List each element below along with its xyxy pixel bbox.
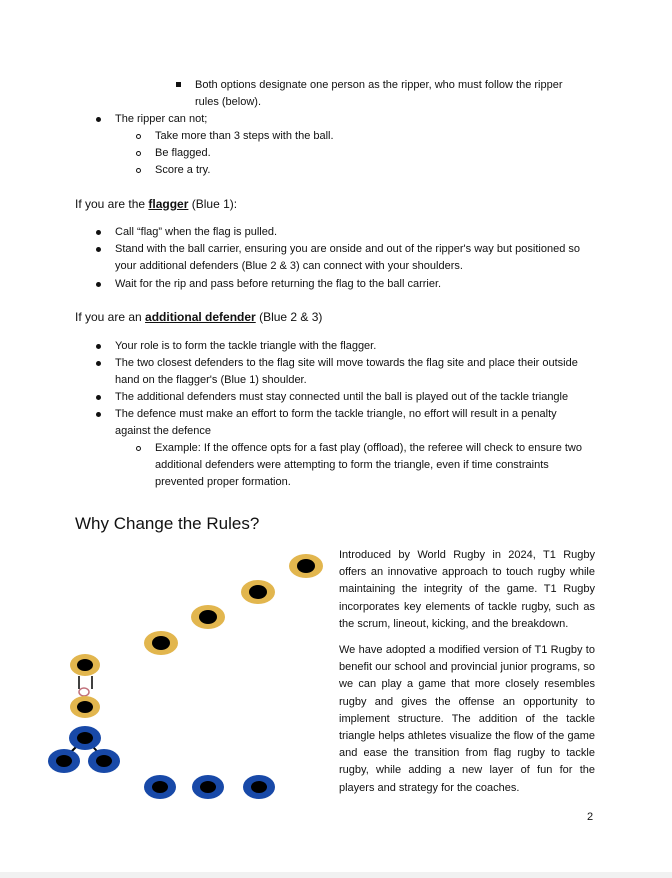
ripper-heading: The ripper can not; xyxy=(115,113,208,125)
bullet-icon xyxy=(96,344,101,349)
additional-item: The two closest defenders to the flag site will move towards the flag site and place their outside xyxy=(115,357,578,369)
defender-player xyxy=(192,775,224,799)
additional-defender xyxy=(88,749,120,773)
additional-item-cont: against the defence xyxy=(115,425,212,437)
flagger-item: Wait for the rip and pass before returning the flag to the ball carrier. xyxy=(115,278,442,290)
additional-suffix: (Blue 2 & 3) xyxy=(255,310,323,324)
sub-item-line2: rules (below). xyxy=(195,96,262,108)
flagger-item: Call “flag” when the flag is pulled. xyxy=(115,226,278,238)
flagger-role: flagger xyxy=(148,197,189,211)
circle-bullet-icon xyxy=(136,151,141,156)
example-line: Example: If the offence opts for a fast play (offload), the referee will check to ensure two xyxy=(155,442,582,454)
flagger-heading xyxy=(75,196,237,213)
bullet-icon xyxy=(96,412,101,417)
bullet-icon xyxy=(96,361,101,366)
attacker-player xyxy=(144,631,178,655)
additional-item: The defence must make an effort to form the tackle triangle, no effort will result in a penalty xyxy=(115,408,557,420)
ripper-item: Be flagged. xyxy=(155,147,211,159)
additional-item: Your role is to form the tackle triangle with the flagger. xyxy=(115,340,377,352)
attacker-player xyxy=(289,554,323,578)
ripper-item: Take more than 3 steps with the ball. xyxy=(155,130,334,142)
example-line: additional defenders were attempting to form the triangle, even if time constraints xyxy=(155,459,549,471)
additional-prefix: If you are an xyxy=(75,310,146,324)
additional-item-cont: hand on the flagger's (Blue 1) shoulder. xyxy=(115,374,307,386)
defender-player xyxy=(243,775,275,799)
bullet-icon xyxy=(96,395,101,400)
circle-bullet-icon xyxy=(136,134,141,139)
circle-bullet-icon xyxy=(136,168,141,173)
defender-player xyxy=(144,775,176,799)
additional-defender xyxy=(48,749,80,773)
flagger-item-cont: your additional defenders (Blue 2 & 3) can connect with your shoulders. xyxy=(115,260,463,272)
flagger-item: Stand with the ball carrier, ensuring you are onside and out of the ripper's way but positioned so xyxy=(115,243,580,255)
square-bullet-icon xyxy=(176,82,181,87)
ball-carrier-player xyxy=(70,696,100,718)
paragraph-adoption: We have adopted a modified version of T1 Rugby to benefit our school and provincial junior programs, so we can play a game that more closely resembles rugby and gives the offense an opportunity to implement structure. The addition of the tackle triangle helps athletes visualize the flow of the game and ease the transition from flag rugby to tackle rugby, while adding a new layer of fun for the players and strategy for the coaches. xyxy=(339,644,595,794)
additional-item: The additional defenders must stay connected until the ball is played out of the tackle triangle xyxy=(115,391,569,403)
attacker-player xyxy=(241,580,275,604)
flagger-prefix: If you are the xyxy=(75,197,149,211)
additional-defender-heading xyxy=(75,309,322,326)
circle-bullet-icon xyxy=(136,446,141,451)
ripper-item: Score a try. xyxy=(155,164,211,176)
tackle-triangle-diagram xyxy=(40,545,330,810)
example-line: prevented proper formation. xyxy=(155,476,291,488)
page-bottom-edge xyxy=(0,872,672,878)
flag-icon xyxy=(79,688,89,696)
bullet-icon xyxy=(96,117,101,122)
additional-role: additional defender xyxy=(145,310,256,324)
section-title: Why Change the Rules? xyxy=(75,514,260,533)
flagger-suffix: (Blue 1): xyxy=(188,197,238,211)
attacker-player xyxy=(70,654,100,676)
bullet-icon xyxy=(96,282,101,287)
sub-item-line1: Both options designate one person as the ripper, who must follow the ripper xyxy=(195,79,563,91)
bullet-icon xyxy=(96,230,101,235)
attacker-player xyxy=(191,605,225,629)
paragraph-intro: Introduced by World Rugby in 2024, T1 Rugby offers an innovative approach to touch rugby while maintaining the integrity of the game. T1 Rugby incorporates key elements of tackle rugby, such as the scrum, lineout, kicking, and the breakdown. xyxy=(339,549,595,630)
page-number: 2 xyxy=(587,811,594,823)
bullet-icon xyxy=(96,247,101,252)
flagger-defender xyxy=(69,726,101,750)
